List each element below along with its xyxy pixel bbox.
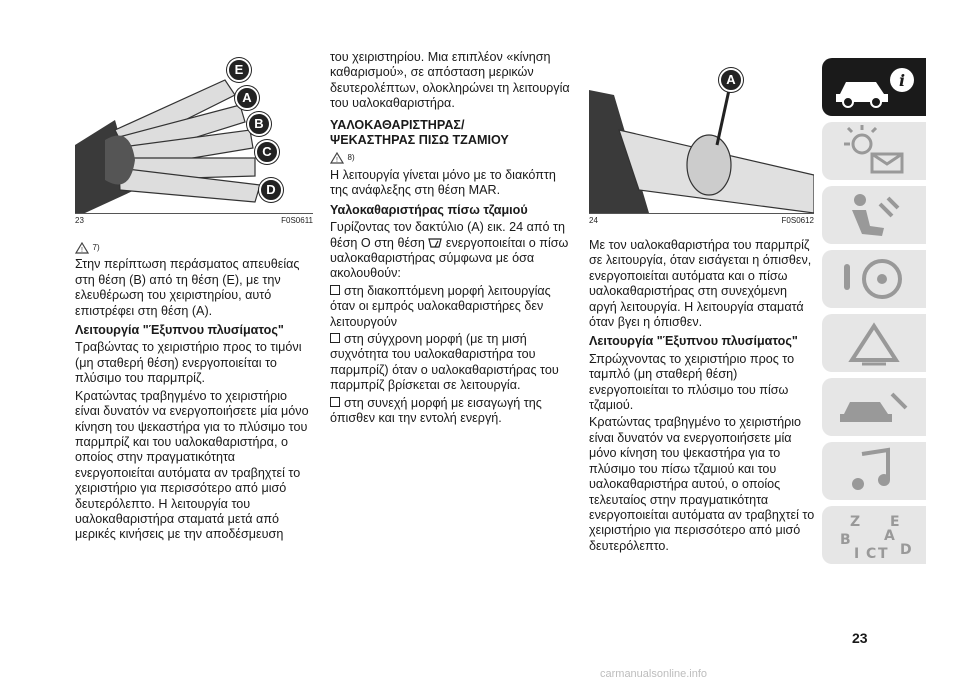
sidebar-item-index[interactable] xyxy=(822,506,926,564)
section-heading xyxy=(330,118,570,149)
index-letters-icon xyxy=(822,506,926,564)
airbag-seat-icon xyxy=(822,186,926,244)
sidebar-item-maintenance[interactable] xyxy=(822,378,926,436)
index-letter: A xyxy=(884,528,895,544)
paragraph: Κρατώντας τραβηγμένο το χειριστήριο είναι δυνατόν να ενεργοποιήσετε μία μόνο κίνηση του ψεκαστήρα για το πλύσιμο του παρμπρίζ και του υαλοκαθαριστήρα, ο οποίος στην πραγματικότητα ενεργοποιείται αυτόματα αν τραβηχτεί το χειριστήριο για περισσότερο από μισό δευτερόλεπτο. Η λειτουργία του υαλοκαθαριστήρα σταματά μετά από μερικές κινήσεις με την αποδέσμευση xyxy=(75,388,309,542)
list-item-text: στη συνεχή μορφή με εισαγωγή της όπισθεν και την εντολή ενεργή. xyxy=(330,395,542,425)
checkbox-bullet-icon xyxy=(330,285,340,295)
list-item xyxy=(330,396,570,427)
figure-number: 24 xyxy=(589,216,598,225)
rear-wiper-symbol-icon xyxy=(428,237,442,249)
warning-reference xyxy=(330,150,570,165)
figure-code: F0S0611 xyxy=(281,216,313,225)
index-letter: B xyxy=(840,532,851,548)
warning-triangle-icon xyxy=(330,152,344,164)
column-middle xyxy=(330,50,570,428)
svg-text:!: ! xyxy=(336,157,338,165)
index-letter: C xyxy=(866,546,877,562)
sidebar-item-driving[interactable] xyxy=(822,250,926,308)
car-service-icon xyxy=(822,378,926,436)
index-letter: Z xyxy=(850,514,861,530)
list-item xyxy=(330,284,570,330)
text-segment: Γυρίζοντας τον δακτύλιο (A) εικ. 24 από τη θέση O στη θέση xyxy=(330,220,566,250)
warning-triangle-icon xyxy=(822,314,926,372)
list-item-text: στη σύγχρονη μορφή (με τη μισή συχνότητα του υαλοκαθαριστήρα του παρμπρίζ) όταν ο υαλοκαθαριστήρας του παρμπρίζ βρίσκεται σε λειτουργία. xyxy=(330,331,559,393)
paragraph: Τραβώντας το χειριστήριο προς το τιμόνι (μη σταθερή θέση) ενεργοποιείται το πλύσιμο του παρμπρίζ. xyxy=(75,340,302,386)
index-letter: D xyxy=(900,542,912,558)
position-label-a: A xyxy=(235,86,259,110)
watermark: carmanualsonline.info xyxy=(600,668,708,680)
page-number: 23 xyxy=(852,630,868,646)
index-letter: I xyxy=(854,546,860,562)
figure-23 xyxy=(75,50,313,214)
list-item-text: στη διακοπτόμενη μορφή λειτουργίας όταν οι εμπρός υαλοκαθαριστήρες δεν λειτουργούν xyxy=(330,283,551,329)
figure-24-caption xyxy=(589,216,814,225)
position-label-e: E xyxy=(227,58,251,82)
svg-text:i: i xyxy=(898,71,906,90)
svg-text:!: ! xyxy=(81,246,83,254)
sidebar-item-multimedia[interactable] xyxy=(822,442,926,500)
column-right xyxy=(589,238,817,556)
section-heading: Υαλοκαθαριστήρας πίσω τζαμιού xyxy=(330,202,528,217)
index-letter: T xyxy=(878,546,888,562)
position-label-c: C xyxy=(255,140,279,164)
position-label-d: D xyxy=(259,178,283,202)
column-left xyxy=(75,240,315,545)
position-label-a: A xyxy=(719,68,743,92)
checkbox-bullet-icon xyxy=(330,333,340,343)
warning-number: 7) xyxy=(92,243,100,252)
car-info-icon xyxy=(822,58,926,116)
paragraph: του χειριστηρίου. Μια επιπλέον «κίνηση καθαρισμού», σε απόσταση μερικών δευτερολέπτων, ολοκληρώνει τη λειτουργία του υαλοκαθαριστήρα. xyxy=(330,50,570,111)
paragraph: Σπρώχνοντας το χειριστήριο προς το ταμπλό (μη σταθερή θέση) ενεργοποιείται το πλύσιμο του πίσω τζαμιού. xyxy=(589,351,795,413)
figure-number: 23 xyxy=(75,216,84,225)
warning-triangle-icon xyxy=(75,242,89,254)
section-heading: Λειτουργία "Έξυπνου πλυσίματος" xyxy=(589,334,798,349)
section-heading: Λειτουργία "Έξυπνου πλυσίματος" xyxy=(75,323,284,338)
rear-wiper-ring-illustration xyxy=(589,50,814,213)
paragraph: Με τον υαλοκαθαριστήρα του παρμπρίζ σε λειτουργία, όταν εισάγεται η όπισθεν, ενεργοποιείται αυτόματα και ο πίσω υαλοκαθαριστήρας στη συνεχόμενη αργή λειτουργία. Η λειτουργία σταματά όταν βγει η όπισθεν. xyxy=(589,238,812,330)
index-letter: E xyxy=(890,514,900,530)
checkbox-bullet-icon xyxy=(330,397,340,407)
sidebar-item-warning-lights[interactable] xyxy=(822,122,926,180)
steering-wheel-icon xyxy=(822,250,926,308)
figure-23-caption xyxy=(75,216,313,225)
paragraph: Η λειτουργία γίνεται μόνο με το διακόπτη της ανάφλεξης στη θέση MAR. xyxy=(330,167,556,198)
paragraph: Στην περίπτωση περάσματος απευθείας στη θέση (B) από τη θέση (E), με την ελευθέρωση του χειριστηρίου, αυτό επιστρέφει στη θέση (A). xyxy=(75,257,300,318)
multimedia-icon xyxy=(822,442,926,500)
warning-reference xyxy=(75,240,315,255)
figure-code: F0S0612 xyxy=(781,216,814,225)
heading-line: ΥΑΛΟΚΑΘΑΡΙΣΤΗΡΑΣ/ xyxy=(330,117,465,132)
position-label-b: B xyxy=(247,112,271,136)
sidebar-item-emergency[interactable] xyxy=(822,314,926,372)
figure-24 xyxy=(589,50,814,214)
paragraph: Κρατώντας τραβηγμένο το χειριστήριο είναι δυνατόν να ενεργοποιήσετε μία μόνο κίνηση του ψεκαστήρα για το πλύσιμο του πίσω τζαμιού και του υαλοκαθαριστήρα αυτού, ο οποίος τελευταίος στην πραγματικότητα ενεργοποιείται αυτόματα αν τραβηχτεί το χειριστήριο για περισσότερο από μισό δευτερόλεπτο. xyxy=(589,415,815,553)
sidebar-item-safety[interactable] xyxy=(822,186,926,244)
text-segment: ενεργοποιείται ο πίσω υαλοκαθαριστήρας σύμφωνα με όσα ακολουθούν: xyxy=(330,235,569,281)
heading-line: ΨΕΚΑΣΤΗΡΑΣ ΠΙΣΩ ΤΖΑΜΙΟΥ xyxy=(330,133,509,148)
list-item xyxy=(330,332,570,394)
warning-number: 8) xyxy=(347,153,355,163)
sidebar-item-car-info[interactable] xyxy=(822,58,926,116)
warning-lights-icon xyxy=(822,122,926,180)
paragraph xyxy=(330,220,570,282)
